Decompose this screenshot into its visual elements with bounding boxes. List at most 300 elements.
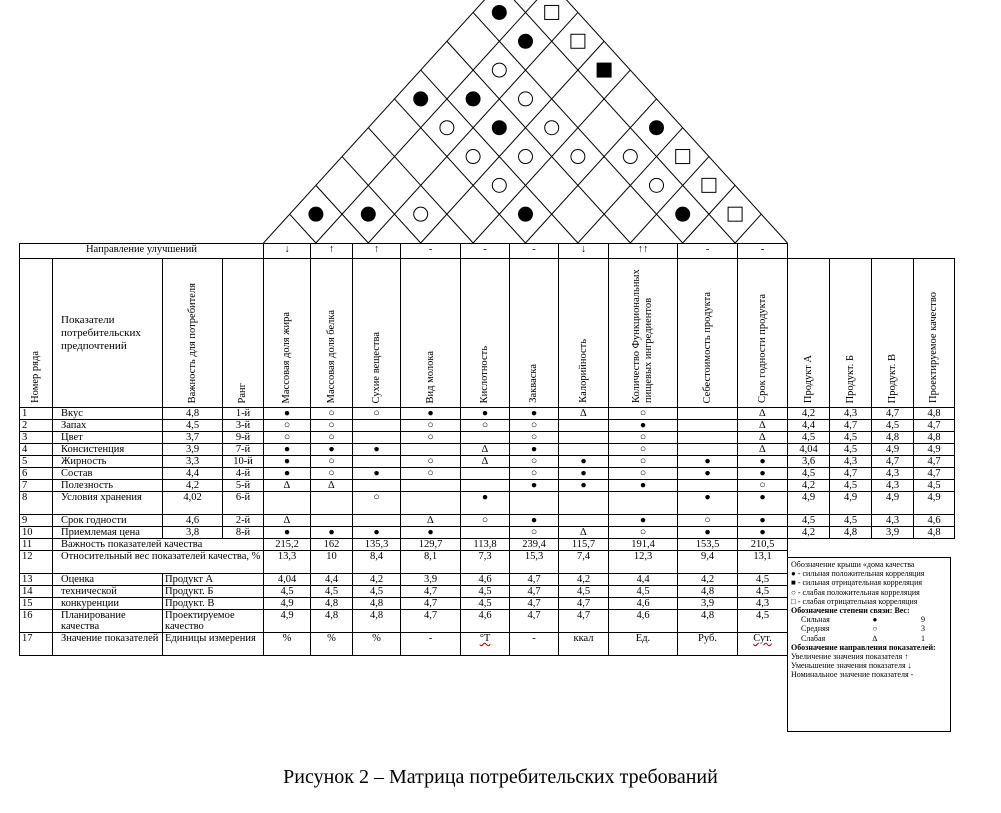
value-cell: 4,7	[559, 598, 609, 610]
roof-line	[526, 99, 657, 243]
relation-cell: ∆	[311, 480, 353, 492]
relation-cell: ●	[609, 515, 678, 527]
value-cell: 4,2	[559, 574, 609, 586]
row-number: 2	[20, 420, 53, 432]
direction-1: ↓	[264, 244, 311, 259]
relation-cell	[311, 492, 353, 515]
legend-roof-title: Обозначение крыши «дома качества	[791, 560, 915, 569]
direction-7: ↓	[559, 244, 609, 259]
relation-cell: ∆	[738, 408, 788, 420]
relation-cell: ○	[353, 408, 401, 420]
relation-cell: ●	[559, 468, 609, 480]
relation-cell	[678, 432, 738, 444]
table-row	[20, 492, 955, 515]
relation-cell: ●	[264, 456, 311, 468]
legend-nom: Номинальное значение показателя -	[791, 670, 914, 680]
preference-name: Приемлемая цена	[53, 527, 163, 539]
relation-cell	[264, 492, 311, 515]
value-cell: 4,8	[311, 598, 353, 610]
value-cell: 15,3	[510, 551, 559, 574]
value-cell: 4,6	[609, 598, 678, 610]
row-number: 8	[20, 492, 53, 515]
table-row	[20, 432, 955, 444]
relation-cell: ○	[311, 432, 353, 444]
importance-value: 4,02	[163, 492, 223, 515]
value-cell: 7,4	[559, 551, 609, 574]
legend-degree-w: 1	[921, 633, 925, 643]
value-cell: 4,7	[401, 598, 461, 610]
relation-cell: ○	[401, 456, 461, 468]
column-header-3: Сухие вещества	[353, 259, 401, 408]
strong-positive-dot	[414, 92, 428, 106]
preference-name: Условия хранения	[53, 492, 163, 515]
relation-cell: ∆	[264, 515, 311, 527]
product-score: 4,9	[872, 444, 914, 456]
product-score: 4,7	[872, 408, 914, 420]
relation-cell: ∆	[461, 456, 510, 468]
row-number: 6	[20, 468, 53, 480]
direction-10: -	[738, 244, 788, 259]
correlation-roof	[0, 0, 1001, 243]
column-header-9: Себестоимость продукта	[678, 259, 738, 408]
strong-positive-dot	[361, 207, 375, 221]
column-header-4: Вид молока	[401, 259, 461, 408]
weak-negative-square	[571, 34, 585, 48]
relation-cell: ●	[738, 515, 788, 527]
relation-cell: ○	[311, 468, 353, 480]
row-number: 1	[20, 408, 53, 420]
table-row	[20, 244, 955, 259]
weak-positive-circle	[440, 121, 454, 135]
relation-cell	[510, 492, 559, 515]
weak-positive-circle	[492, 178, 506, 192]
weak-negative-square	[728, 207, 742, 221]
relation-cell: ○	[401, 468, 461, 480]
direction-9: -	[678, 244, 738, 259]
strong-positive-dot	[519, 34, 533, 48]
relation-cell: ○	[609, 432, 678, 444]
product-score: 4,8	[872, 432, 914, 444]
relation-cell: ●	[461, 492, 510, 515]
weak-positive-circle	[519, 150, 533, 164]
value-cell: ккал	[559, 633, 609, 656]
row-number: 17	[20, 633, 53, 656]
relation-cell: ○	[609, 456, 678, 468]
relation-cell: ●	[738, 492, 788, 515]
relation-cell	[353, 480, 401, 492]
legend-strong-pos: ● - сильная положительная корреляция	[791, 569, 925, 579]
header-importance: Важность для потребителя	[163, 259, 223, 408]
row-number: 5	[20, 456, 53, 468]
strong-positive-dot	[676, 207, 690, 221]
product-score: 4,8	[830, 527, 872, 539]
relation-cell: ●	[678, 527, 738, 539]
relation-cell	[609, 492, 678, 515]
circle-icon: ○	[791, 587, 796, 597]
row-label: Значение показателей	[53, 633, 163, 656]
value-cell: 4,5	[353, 586, 401, 598]
header-preferences: Показатели потребительских предпочтений	[53, 259, 163, 408]
weak-positive-circle	[519, 92, 533, 106]
row-sublabel: Единицы измерения	[163, 633, 264, 656]
row-sublabel: Проектируемое качество	[163, 610, 264, 633]
legend-degree-row	[791, 624, 947, 633]
relation-cell: ∆	[559, 527, 609, 539]
value-cell: 12,3	[609, 551, 678, 574]
column-header-8: Количество Функциональных пищевых ингредиентов	[609, 259, 678, 408]
value-cell: -	[401, 633, 461, 656]
relation-cell: ○	[353, 492, 401, 515]
row-number: 7	[20, 480, 53, 492]
product-header-4: Проектируемое качество	[914, 259, 955, 408]
product-score: 4,9	[788, 492, 830, 515]
importance-value: 4,6	[163, 515, 223, 527]
strong-positive-dot	[466, 92, 480, 106]
relation-cell: ○	[311, 420, 353, 432]
relation-cell: ○	[461, 420, 510, 432]
relation-cell: ○	[311, 408, 353, 420]
row-sublabel: Продукт А	[163, 574, 264, 586]
value-cell: 4,7	[401, 610, 461, 633]
relation-cell: ●	[678, 492, 738, 515]
legend-degree-sym: ∆	[872, 633, 878, 643]
relation-cell	[559, 515, 609, 527]
value-cell: Ед.	[609, 633, 678, 656]
value-cell: 4,5	[738, 574, 788, 586]
relation-cell: ●	[264, 408, 311, 420]
value-cell: 3,9	[401, 574, 461, 586]
product-score: 4,7	[872, 456, 914, 468]
column-header-6: Закваска	[510, 259, 559, 408]
relation-cell: ●	[609, 420, 678, 432]
strong-positive-dot	[492, 121, 506, 135]
relation-cell: ●	[311, 527, 353, 539]
column-header-7: Калорийность	[559, 259, 609, 408]
value-cell: 4,8	[311, 610, 353, 633]
value-cell: %	[264, 633, 311, 656]
row-number: 4	[20, 444, 53, 456]
weak-positive-circle	[650, 178, 664, 192]
row-number: 13	[20, 574, 53, 586]
relation-cell: ●	[510, 408, 559, 420]
column-header-1: Массовая доля жира	[264, 259, 311, 408]
relation-cell: ●	[264, 468, 311, 480]
row-number: 12	[20, 551, 53, 574]
value-cell: %	[353, 633, 401, 656]
value-cell: 4,8	[353, 610, 401, 633]
value-cell: 4,5	[738, 610, 788, 633]
relation-cell	[401, 480, 461, 492]
table-row	[20, 456, 955, 468]
relation-cell: ○	[510, 468, 559, 480]
relation-cell	[678, 420, 738, 432]
product-score: 4,4	[788, 420, 830, 432]
importance-value: 4,4	[163, 468, 223, 480]
legend-degree-title: Обозначение степени связи: Вес:	[791, 606, 910, 616]
product-score: 4,5	[788, 468, 830, 480]
relation-cell: ○	[510, 420, 559, 432]
legend-degree-name: Слабая	[801, 633, 826, 643]
value-cell: 210,5	[738, 539, 788, 551]
value-cell: 153,5	[678, 539, 738, 551]
rank-value: 6-й	[223, 492, 264, 515]
value-cell: 8,4	[353, 551, 401, 574]
value-cell: 10	[311, 551, 353, 574]
value-cell: 4,5	[559, 586, 609, 598]
value-cell: 4,04	[264, 574, 311, 586]
relation-cell: ●	[353, 444, 401, 456]
value-cell: 4,6	[461, 574, 510, 586]
strong-positive-dot	[650, 121, 664, 135]
relation-cell: ●	[353, 468, 401, 480]
relation-cell: ●	[678, 468, 738, 480]
importance-value: 4,8	[163, 408, 223, 420]
product-score: 4,5	[830, 480, 872, 492]
legend-degree-name: Сильная	[801, 615, 830, 625]
legend-inc: Увеличение значения показателя ↑	[791, 652, 909, 662]
value-cell: 4,7	[559, 610, 609, 633]
row-number: 11	[20, 539, 53, 551]
relation-cell: ○	[401, 432, 461, 444]
relation-cell: ○	[609, 444, 678, 456]
importance-value: 4,2	[163, 480, 223, 492]
value-cell: 4,7	[510, 574, 559, 586]
value-cell: 215,2	[264, 539, 311, 551]
relation-cell: ○	[311, 456, 353, 468]
relation-cell	[559, 444, 609, 456]
roof-line	[342, 157, 421, 243]
row-number: 9	[20, 515, 53, 527]
value-cell: 4,7	[510, 610, 559, 633]
legend-weak-pos: ○ - слабая положительная корреляция	[791, 587, 920, 597]
direction-8: ↑↑	[609, 244, 678, 259]
direction-2: ↑	[311, 244, 353, 259]
value-cell: 4,9	[264, 598, 311, 610]
relation-cell: ○	[264, 432, 311, 444]
relation-cell: ●	[559, 480, 609, 492]
relation-cell: ○	[738, 480, 788, 492]
value-cell: 4,8	[678, 610, 738, 633]
black-dot-icon: ●	[791, 569, 796, 579]
relation-cell	[461, 468, 510, 480]
relation-cell	[401, 492, 461, 515]
relation-cell	[559, 492, 609, 515]
preference-name: Запах	[53, 420, 163, 432]
relation-cell: ●	[264, 527, 311, 539]
product-score: 3,9	[872, 527, 914, 539]
value-cell: 129,7	[401, 539, 461, 551]
legend-dec: Уменьшение значения показателя ↓	[791, 661, 912, 671]
legend-degree-w: 9	[921, 615, 925, 625]
importance-value: 3,3	[163, 456, 223, 468]
table-row	[20, 468, 955, 480]
roof-line	[264, 0, 526, 243]
table-row	[20, 527, 955, 539]
row-number: 3	[20, 432, 53, 444]
value-cell: 115,7	[559, 539, 609, 551]
column-header-10: Срок годности продукта	[738, 259, 788, 408]
value-cell: 4,4	[609, 574, 678, 586]
product-score: 4,2	[788, 480, 830, 492]
legend-degree-sym: ●	[872, 615, 878, 625]
strong-positive-dot	[519, 207, 533, 221]
relation-cell: ○	[461, 515, 510, 527]
row-number: 16	[20, 610, 53, 633]
preference-name: Состав	[53, 468, 163, 480]
column-header-5: Кислотность	[461, 259, 510, 408]
relation-cell: ●	[510, 444, 559, 456]
relation-cell: ○	[678, 515, 738, 527]
product-score: 4,3	[830, 408, 872, 420]
relation-cell	[353, 456, 401, 468]
relation-cell: ●	[264, 444, 311, 456]
weak-negative-square	[702, 178, 716, 192]
relation-cell: ●	[609, 480, 678, 492]
product-score: 4,7	[830, 420, 872, 432]
product-score: 4,9	[914, 492, 955, 515]
value-cell: 4,5	[738, 586, 788, 598]
value-cell: 239,4	[510, 539, 559, 551]
table-row	[20, 480, 955, 492]
table-row	[20, 259, 955, 408]
product-score: 4,7	[830, 468, 872, 480]
direction-label: Направление улучшений	[20, 244, 264, 259]
row-label: Относительный вес показателей качества, %	[53, 551, 264, 574]
product-score: 3,6	[788, 456, 830, 468]
product-score: 4,3	[872, 480, 914, 492]
relation-cell	[461, 480, 510, 492]
relation-cell	[353, 515, 401, 527]
direction-3: ↑	[353, 244, 401, 259]
relation-cell: ○	[609, 527, 678, 539]
legend-strong-neg: ■ - сильная отрицательная корреляция	[791, 578, 923, 588]
value-cell: 4,2	[678, 574, 738, 586]
rank-value: 10-й	[223, 456, 264, 468]
product-score: 4,04	[788, 444, 830, 456]
value-cell: Руб.	[678, 633, 738, 656]
preference-name: Цвет	[53, 432, 163, 444]
table-row	[20, 539, 955, 551]
relation-cell	[678, 480, 738, 492]
value-cell: 4,5	[461, 598, 510, 610]
relation-cell: ●	[678, 456, 738, 468]
relation-cell	[559, 432, 609, 444]
product-header-2: Продукт. Б	[830, 259, 872, 408]
value-cell: 4,6	[609, 610, 678, 633]
value-cell: 4,3	[738, 598, 788, 610]
relation-cell	[401, 444, 461, 456]
product-score: 4,3	[830, 456, 872, 468]
roof-line	[316, 0, 552, 243]
value-cell: 191,4	[609, 539, 678, 551]
roof-line	[630, 157, 709, 243]
importance-value: 3,8	[163, 527, 223, 539]
product-score: 4,7	[914, 468, 955, 480]
product-score: 4,5	[914, 480, 955, 492]
preference-name: Срок годности	[53, 515, 163, 527]
rank-value: 9-й	[223, 432, 264, 444]
product-score: 4,9	[914, 444, 955, 456]
row-sublabel: Продукт. В	[163, 598, 264, 610]
value-cell: Сут.	[738, 633, 788, 656]
black-square-icon: ■	[791, 578, 796, 588]
relation-cell: ●	[738, 456, 788, 468]
relation-cell: ●	[311, 444, 353, 456]
relation-cell: ∆	[559, 408, 609, 420]
relation-cell: ∆	[401, 515, 461, 527]
legend	[787, 557, 951, 732]
product-score: 4,3	[872, 515, 914, 527]
value-cell: 13,1	[738, 551, 788, 574]
rank-value: 5-й	[223, 480, 264, 492]
importance-value: 3,9	[163, 444, 223, 456]
relation-cell: ○	[609, 468, 678, 480]
relation-cell: ●	[353, 527, 401, 539]
importance-value: 3,7	[163, 432, 223, 444]
product-score: 4,7	[914, 420, 955, 432]
product-score: 4,5	[830, 444, 872, 456]
weak-negative-square	[545, 5, 559, 19]
roof-line	[421, 41, 604, 243]
preference-name: Жирность	[53, 456, 163, 468]
table-row	[20, 408, 955, 420]
rank-value: 4-й	[223, 468, 264, 480]
direction-4: -	[401, 244, 461, 259]
weak-positive-circle	[545, 121, 559, 135]
strong-positive-dot	[309, 207, 323, 221]
product-score: 4,3	[872, 468, 914, 480]
relation-cell: ∆	[461, 444, 510, 456]
value-cell: 135,3	[353, 539, 401, 551]
table-row	[20, 420, 955, 432]
table-cell	[788, 244, 955, 259]
value-cell: 3,9	[678, 598, 738, 610]
header-row-no: Номер ряда	[20, 259, 53, 408]
value-cell: 7,3	[461, 551, 510, 574]
product-score: 4,5	[788, 515, 830, 527]
table-row	[20, 515, 955, 527]
preference-name: Вкус	[53, 408, 163, 420]
weak-positive-circle	[623, 150, 637, 164]
relation-cell: ∆	[738, 432, 788, 444]
row-label: технической	[53, 586, 163, 598]
row-number: 14	[20, 586, 53, 598]
relation-cell: ∆	[738, 444, 788, 456]
weak-negative-square	[676, 150, 690, 164]
relation-cell: ○	[401, 420, 461, 432]
rank-value: 3-й	[223, 420, 264, 432]
product-score: 4,7	[914, 456, 955, 468]
product-score: 4,8	[914, 527, 955, 539]
relation-cell: ∆	[264, 480, 311, 492]
rank-value: 8-й	[223, 527, 264, 539]
strong-negative-square	[597, 63, 611, 77]
relation-cell: ●	[559, 456, 609, 468]
product-score: 4,9	[872, 492, 914, 515]
value-cell: 4,5	[609, 586, 678, 598]
value-cell: %	[311, 633, 353, 656]
relation-cell: ○	[609, 408, 678, 420]
row-sublabel: Продукт. Б	[163, 586, 264, 598]
relation-cell	[311, 515, 353, 527]
value-cell: 4,7	[510, 586, 559, 598]
direction-6: -	[510, 244, 559, 259]
legend-degree-row	[791, 634, 947, 643]
weak-positive-circle	[466, 150, 480, 164]
table-row	[20, 444, 955, 456]
relation-cell: ∆	[738, 420, 788, 432]
legend-degree-sym: ○	[872, 624, 878, 634]
